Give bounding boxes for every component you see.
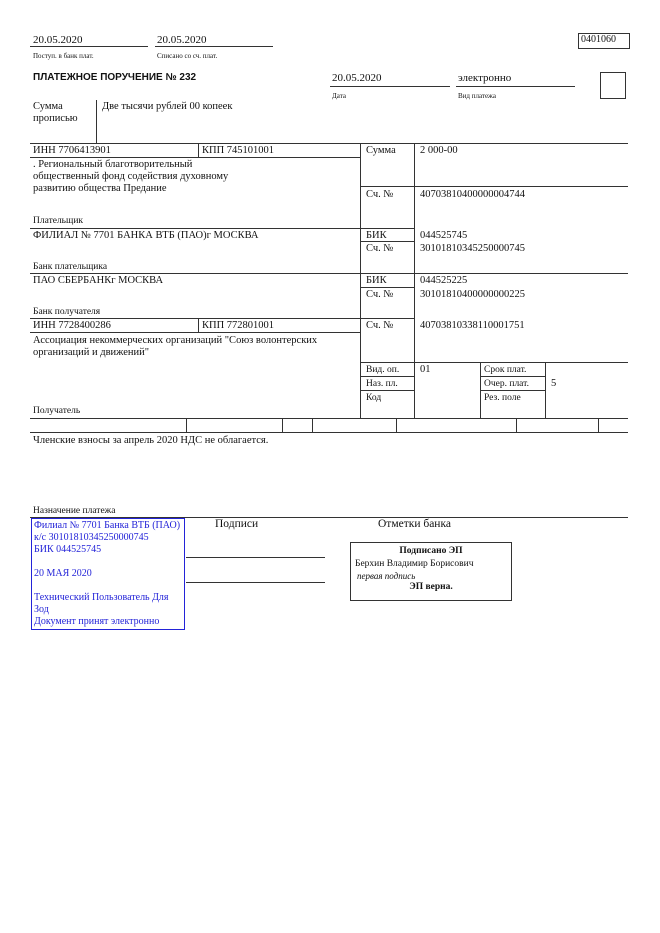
payer-bank-name: ФИЛИАЛ № 7701 БАНКА ВТБ (ПАО)г МОСКВА xyxy=(33,230,259,241)
payment-type: электронно xyxy=(458,72,512,84)
sum-value: 2 000-00 xyxy=(420,145,458,156)
payee-bank-bik-label: БИК xyxy=(366,275,387,286)
op-type-label: Вид. оп. xyxy=(366,365,400,375)
reserve-label: Рез. поле xyxy=(484,393,521,403)
es-signature-stamp xyxy=(350,542,512,601)
stamp-user: Технический Пользователь Для Зод xyxy=(34,592,169,615)
payer-label: Плательщик xyxy=(33,216,84,226)
purpose-code-label: Наз. пл. xyxy=(366,379,398,389)
stamp-line2: к/с 30101810345250000745 xyxy=(34,532,149,543)
payee-bank-name: ПАО СБЕРБАНКг МОСКВА xyxy=(33,275,164,286)
amount-words: Две тысячи рублей 00 копеек xyxy=(102,101,233,112)
payer-inn: ИНН 7706413901 xyxy=(33,145,111,156)
payer-bank-bik: 044525745 xyxy=(420,230,468,241)
signatures-label: Подписи xyxy=(215,518,259,530)
order-date: 20.05.2020 xyxy=(332,72,382,84)
payee-name: Ассоциация некоммерческих организаций "Союз волонтерских организаций и движений" xyxy=(33,335,318,358)
payer-bank-label: Банк плательщика xyxy=(33,262,108,272)
received-date: 20.05.2020 xyxy=(33,34,83,46)
received-label: Поступ. в банк плат. xyxy=(33,52,94,60)
stamp-line1: Филиал № 7701 Банка ВТБ (ПАО) xyxy=(34,520,181,531)
priority-label: Очер. плат. xyxy=(484,379,529,389)
payee-bank-label: Банк получателя xyxy=(33,307,101,317)
payer-name: . Региональный благотворительный общественный фонд содействия духовному развитию общества Предание xyxy=(33,159,229,194)
payer-account-label: Сч. № xyxy=(366,189,394,200)
payee-bank-account: 30101810400000000225 xyxy=(420,289,525,300)
es-verdict: ЭП верна. xyxy=(409,582,453,592)
payee-bank-bik: 044525225 xyxy=(420,275,468,286)
payee-inn: ИНН 7728400286 xyxy=(33,320,111,331)
es-title: Подписано ЭП xyxy=(399,546,463,556)
payee-account: 40703810338110001751 xyxy=(420,320,525,331)
stamp-date: 20 МАЯ 2020 xyxy=(34,568,92,579)
form-code: 0401060 xyxy=(578,33,630,49)
payee-account-label: Сч. № xyxy=(366,320,394,331)
purpose-label: Назначение платежа xyxy=(33,506,116,516)
payee-bank-account-label: Сч. № xyxy=(366,289,394,300)
payee-label: Получатель xyxy=(33,406,81,416)
amount-words-label: Сумма прописью xyxy=(33,101,78,124)
priority-value: 5 xyxy=(551,378,557,389)
code-label: Код xyxy=(366,393,382,403)
page-title: ПЛАТЕЖНОЕ ПОРУЧЕНИЕ № 232 xyxy=(33,72,197,83)
op-type: 01 xyxy=(420,364,431,375)
sum-label: Сумма xyxy=(366,145,396,156)
debited-label: Списано со сч. плат. xyxy=(157,52,218,60)
stamp-status: Документ принят электронно xyxy=(34,616,160,627)
es-signer: Берхин Владимир Борисович xyxy=(355,559,474,569)
date-label: Дата xyxy=(332,92,346,100)
payer-bank-bik-label: БИК xyxy=(366,230,387,241)
payer-bank-account-label: Сч. № xyxy=(366,243,394,254)
payer-account: 40703810400000004744 xyxy=(420,189,525,200)
payer-kpp: КПП 745101001 xyxy=(202,145,275,156)
debited-date: 20.05.2020 xyxy=(157,34,207,46)
payer-bank-account: 30101810345250000745 xyxy=(420,243,525,254)
purpose-text: Членские взносы за апрель 2020 НДС не облагается. xyxy=(33,435,269,446)
payee-kpp: КПП 772801001 xyxy=(202,320,275,331)
due-label: Срок плат. xyxy=(484,365,527,375)
bank-acceptance-stamp xyxy=(31,518,185,630)
payment-type-label: Вид платежа xyxy=(458,92,497,100)
status-box xyxy=(600,72,626,99)
es-role: первая подпись xyxy=(357,571,416,581)
bank-marks-label: Отметки банка xyxy=(378,518,451,530)
stamp-line3: БИК 044525745 xyxy=(34,544,102,555)
